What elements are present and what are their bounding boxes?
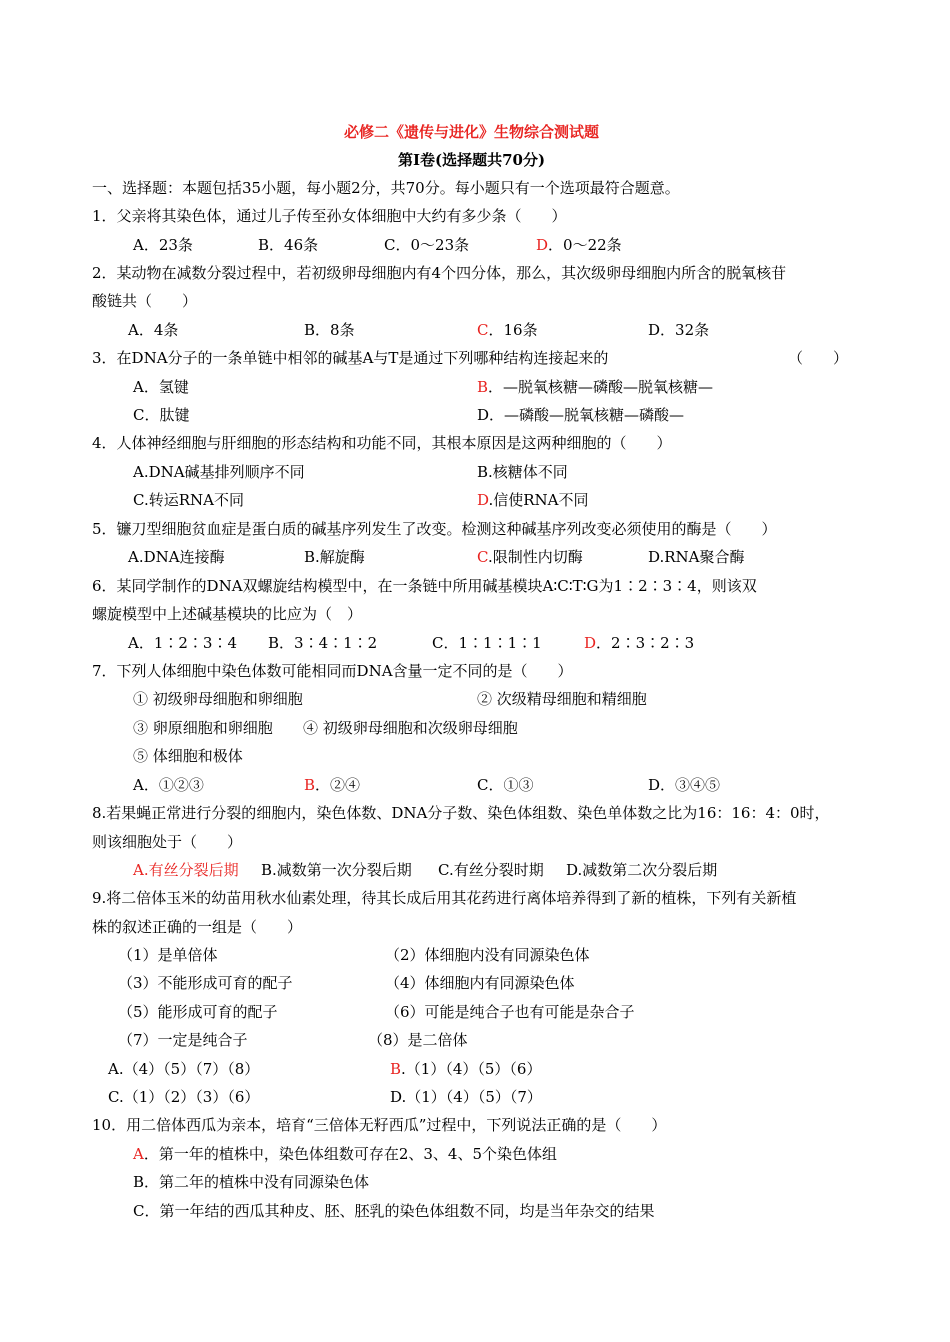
option-a: A．23条 <box>133 236 193 254</box>
option-a: A.DNA碱基排列顺序不同 <box>133 463 305 481</box>
question-stem: 10．用二倍体西瓜为亲本，培育“三倍体无籽西瓜”过程中，下列说法正确的是（ ） <box>92 1116 667 1134</box>
list-item: ④ 初级卵母细胞和次级卵母细胞 <box>303 719 518 737</box>
option-a: A.DNA连接酶 <box>128 548 225 566</box>
option-c: C.转运RNA不同 <box>133 491 244 509</box>
list-item: ② 次级精母细胞和精细胞 <box>477 690 647 708</box>
option-a: A.（4）（5）（7）（8） <box>108 1060 260 1078</box>
option-c: C．第一年结的西瓜其种皮、胚、胚乳的染色体组数不同，均是当年杂交的结果 <box>133 1202 655 1220</box>
question-stem-cont: 酸链共（ ） <box>92 292 198 310</box>
list-item: （7）一定是纯合子 <box>118 1031 248 1049</box>
option-b: B.解旋酶 <box>304 548 365 566</box>
question-stem-cont: 株的叙述正确的一组是（ ） <box>92 918 303 936</box>
option-a: A．4条 <box>128 321 179 339</box>
option-d: D．—磷酸—脱氧核糖—磷酸— <box>477 406 685 424</box>
option-b: B．②④ <box>304 776 361 794</box>
list-item: ① 初级卵母细胞和卵细胞 <box>133 690 303 708</box>
option-c: C．肽键 <box>133 406 190 424</box>
option-b: B.核糖体不同 <box>477 463 568 481</box>
option-a: A.有丝分裂后期 <box>133 861 239 879</box>
option-a: A．①②③ <box>133 776 204 794</box>
list-item: ⑤ 体细胞和极体 <box>133 747 243 765</box>
option-d: D.信使RNA不同 <box>477 491 589 509</box>
option-b: B．—脱氧核糖—磷酸—脱氧核糖— <box>477 378 714 396</box>
answer-letter: D <box>477 491 489 509</box>
answer-letter: B <box>304 776 316 794</box>
section-intro: 一、选择题：本题包括35小题，每小题2分，共70分。每小题只有一个选项最符合题意。 <box>92 179 680 197</box>
answer-letter: D <box>584 634 597 652</box>
option-b: B．46条 <box>258 236 319 254</box>
answer-letter: C <box>477 321 489 339</box>
question-stem: 9.将二倍体玉米的幼苗用秋水仙素处理，待其长成后用其花药进行离体培养得到了新的植株，下列有关新植 <box>92 889 797 907</box>
option-c: C.（1）（2）（3）（6） <box>108 1088 260 1106</box>
option-d: D.减数第二次分裂后期 <box>566 861 718 879</box>
option-c: C．0～23条 <box>384 236 470 254</box>
option-a: A．第一年的植株中，染色体组数可存在2、3、4、5个染色体组 <box>133 1145 558 1163</box>
list-item: ③ 卵原细胞和卵细胞 <box>133 719 273 737</box>
option-b: B．第二年的植株中没有同源染色体 <box>133 1173 370 1191</box>
question-stem: 3．在DNA分子的一条单链中相邻的碱基A与T是通过下列哪种结构连接起来的 <box>92 349 609 367</box>
answer-letter: B <box>477 378 489 396</box>
question-stem: 8.若果蝇正常进行分裂的细胞内，染色体数、DNA分子数、染色体组数、染色单体数之比为16：16：4：0时， <box>92 804 830 822</box>
option-c: C．①③ <box>477 776 534 794</box>
list-item: （5）能形成可育的配子 <box>118 1003 278 1021</box>
option-d: D．③④⑤ <box>648 776 721 794</box>
page-title: 必修二《遗传与进化》生物综合测试题 <box>344 123 600 141</box>
option-c: C.有丝分裂时期 <box>438 861 544 879</box>
list-item: （4）体细胞内有同源染色体 <box>385 974 575 992</box>
option-d: D．0～22条 <box>536 236 622 254</box>
question-stem: 6．某同学制作的DNA双螺旋结构模型中，在一条链中所用碱基模块A∶C∶T∶G为1∶2∶3∶4，则该双 <box>92 577 757 595</box>
option-c: C．16条 <box>477 321 538 339</box>
question-stem-cont: 螺旋模型中上述碱基模块的比应为（ ） <box>92 605 363 623</box>
option-d: D．2∶3∶2∶3 <box>584 634 695 652</box>
answer-letter: C <box>477 548 488 566</box>
option-c: C．1∶1∶1∶1 <box>432 634 542 652</box>
option-c: C.限制性内切酶 <box>477 548 583 566</box>
answer-letter: B <box>390 1060 402 1078</box>
question-stem-cont: 则该细胞处于（ ） <box>92 833 243 851</box>
option-d: D．32条 <box>648 321 710 339</box>
list-item: （8）是二倍体 <box>368 1031 468 1049</box>
option-d: D.（1）（4）（5）（7） <box>390 1088 542 1106</box>
question-stem: 7．下列人体细胞中染色体数可能相同而DNA含量一定不同的是（ ） <box>92 662 573 680</box>
list-item: （3）不能形成可育的配子 <box>118 974 293 992</box>
option-b: B．8条 <box>304 321 355 339</box>
option-b: B.（1）（4）（5）（6） <box>390 1060 542 1078</box>
page-subtitle: 第Ⅰ卷(选择题共70分) <box>398 151 546 169</box>
answer-letter: D <box>536 236 549 254</box>
list-item: （2）体细胞内没有同源染色体 <box>385 946 590 964</box>
question-stem: 2．某动物在减数分裂过程中，若初级卵母细胞内有4个四分体，那么，其次级卵母细胞内所含的脱氧核苷 <box>92 264 787 282</box>
list-item: （6）可能是纯合子也有可能是杂合子 <box>385 1003 635 1021</box>
option-a: A．1∶2∶3∶4 <box>128 634 238 652</box>
option-b: B．3∶4∶1∶2 <box>268 634 378 652</box>
answer-brackets: （ ） <box>788 349 849 367</box>
list-item: （1）是单倍体 <box>118 946 218 964</box>
question-stem: 1．父亲将其染色体，通过儿子传至孙女体细胞中大约有多少条（ ） <box>92 207 567 225</box>
question-stem: 4．人体神经细胞与肝细胞的形态结构和功能不同，其根本原因是这两种细胞的（ ） <box>92 434 672 452</box>
question-stem: 5．镰刀型细胞贫血症是蛋白质的碱基序列发生了改变。检测这种碱基序列改变必须使用的酶是（ ） <box>92 520 777 538</box>
answer-letter: A <box>133 1145 144 1163</box>
option-b: B.减数第一次分裂后期 <box>261 861 412 879</box>
option-d: D.RNA聚合酶 <box>648 548 745 566</box>
option-a: A．氢键 <box>133 378 189 396</box>
